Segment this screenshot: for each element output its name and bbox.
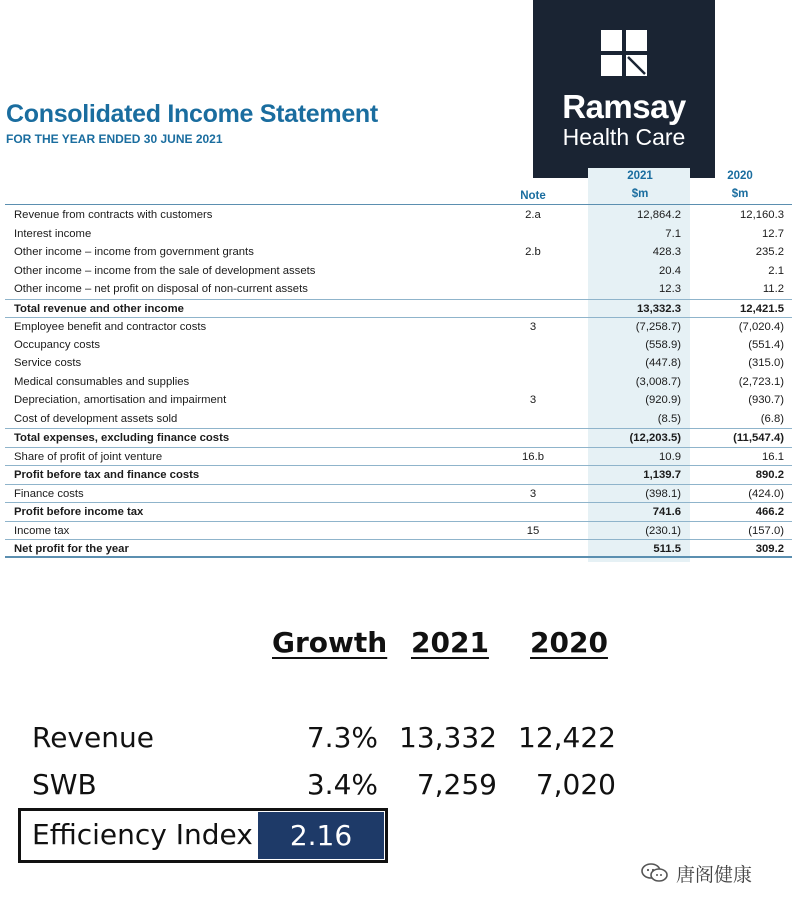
row-note: 2.b — [525, 246, 541, 258]
row-label: Profit before tax and finance costs — [14, 469, 200, 481]
row-label: Share of profit of joint venture — [14, 450, 163, 463]
summary-label-swb: SWB — [32, 768, 97, 801]
header-year-2021: 2021 — [627, 170, 653, 182]
summary-2020-swb: 7,020 — [535, 768, 616, 801]
header-note: Note — [520, 190, 546, 202]
table-row — [5, 336, 792, 355]
table-row — [5, 299, 792, 318]
header-divider — [5, 204, 792, 205]
table-row — [5, 373, 792, 392]
row-value-2020: 2.1 — [768, 264, 784, 277]
summary-growth-swb: 3.4% — [306, 768, 378, 801]
table-row — [5, 428, 792, 447]
table-row — [5, 484, 792, 503]
row-note: 3 — [529, 321, 537, 333]
row-value-2020: (930.7) — [748, 394, 784, 406]
header-unit-2021: $m — [631, 188, 649, 200]
row-label: Net profit for the year — [14, 543, 129, 555]
row-value-2020: 12,421.5 — [740, 302, 784, 315]
row-value-2021: (920.9) — [645, 394, 681, 406]
row-value-2021: 12,864.2 — [637, 209, 681, 221]
row-note: 3 — [529, 394, 537, 406]
row-value-2021: (558.9) — [645, 338, 681, 351]
row-value-2021: 10.9 — [659, 450, 681, 463]
row-value-2021: 13,332.3 — [637, 302, 681, 315]
table-bottom-divider — [5, 556, 792, 558]
statement-subtitle: FOR THE YEAR ENDED 30 JUNE 2021 — [6, 132, 223, 146]
row-label: Cost of development assets sold — [14, 412, 178, 425]
table-row — [5, 243, 792, 262]
row-value-2021: (398.1) — [645, 487, 681, 500]
logo-mark-icon — [601, 30, 647, 76]
row-note: 3 — [529, 487, 537, 500]
logo-subname: Health Care — [562, 124, 686, 150]
efficiency-index-value: 2.16 — [258, 812, 384, 859]
table-row — [5, 262, 792, 281]
watermark-text: 唐阁健康 — [676, 865, 753, 886]
summary-growth-revenue: 7.3% — [306, 721, 378, 754]
row-value-2020: 16.1 — [762, 450, 784, 463]
row-value-2020: (7,020.4) — [738, 321, 784, 333]
row-value-2021: 7.1 — [665, 227, 681, 240]
row-value-2020: 11.2 — [762, 283, 784, 295]
table-row — [5, 354, 792, 373]
row-value-2021: (8.5) — [657, 412, 681, 425]
row-label: Employee benefit and contractor costs — [14, 321, 207, 333]
summary-2020-revenue: 12,422 — [518, 721, 616, 754]
table-row — [5, 317, 792, 336]
table-row — [5, 447, 792, 466]
summary-label-revenue: Revenue — [32, 721, 154, 754]
row-value-2020: (424.0) — [748, 487, 784, 500]
row-value-2021: 1,139.7 — [643, 469, 681, 481]
row-value-2021: 511.5 — [653, 543, 681, 555]
summary-header-2021: 2021 — [411, 626, 489, 659]
row-value-2021: (230.1) — [645, 524, 681, 537]
summary-header-growth: Growth — [272, 626, 388, 659]
logo-name: Ramsay — [562, 88, 686, 125]
row-value-2020: (551.4) — [748, 338, 784, 351]
wechat-icon — [640, 862, 670, 884]
row-label: Other income – income from government grants — [14, 246, 254, 258]
table-row — [5, 206, 792, 225]
statement-title: Consolidated Income Statement — [6, 100, 378, 128]
row-value-2020: (11,547.4) — [733, 432, 784, 444]
table-row — [5, 502, 792, 521]
row-note: 16.b — [522, 450, 544, 463]
row-value-2021: 12.3 — [659, 283, 681, 295]
table-row — [5, 539, 792, 558]
row-value-2020: 12.7 — [762, 227, 784, 240]
row-value-2020: (2,723.1) — [738, 375, 784, 388]
row-label: Total expenses, excluding finance costs — [14, 432, 230, 444]
table-row — [5, 280, 792, 299]
table-row — [5, 391, 792, 410]
table-row — [5, 521, 792, 540]
row-value-2020: (157.0) — [748, 524, 784, 537]
summary-2021-swb: 7,259 — [416, 768, 497, 801]
row-label: Occupancy costs — [14, 338, 101, 351]
ramsay-logo — [533, 0, 715, 178]
row-value-2020: 309.2 — [755, 543, 784, 555]
row-label: Other income – income from the sale of development assets — [14, 264, 316, 277]
row-value-2021: 20.4 — [659, 264, 681, 277]
row-label: Finance costs — [14, 487, 84, 500]
row-value-2020: (6.8) — [760, 412, 784, 425]
table-row — [5, 410, 792, 429]
summary-2021-revenue: 13,332 — [399, 721, 497, 754]
efficiency-index-label: Efficiency Index — [32, 818, 253, 851]
row-label: Income tax — [14, 524, 70, 537]
row-label: Profit before income tax — [14, 506, 144, 518]
row-value-2021: (3,008.7) — [635, 375, 681, 388]
header-unit-2020: $m — [731, 188, 749, 200]
row-value-2021: (447.8) — [645, 357, 681, 369]
row-label: Service costs — [14, 357, 82, 369]
row-value-2020: 12,160.3 — [740, 209, 784, 221]
row-label: Medical consumables and supplies — [14, 375, 190, 388]
row-value-2020: 890.2 — [755, 469, 784, 481]
row-label: Revenue from contracts with customers — [14, 209, 213, 221]
row-value-2021: (7,258.7) — [635, 321, 681, 333]
row-label: Other income – net profit on disposal of non-current assets — [14, 283, 308, 295]
row-value-2020: 235.2 — [755, 246, 784, 258]
table-row — [5, 465, 792, 484]
row-note: 2.a — [525, 209, 541, 221]
header-year-2020: 2020 — [727, 170, 753, 182]
summary-header-2020: 2020 — [530, 626, 608, 659]
table-row — [5, 225, 792, 244]
row-value-2021: (12,203.5) — [629, 432, 681, 444]
row-label: Total revenue and other income — [14, 302, 184, 315]
row-label: Depreciation, amortisation and impairment — [14, 394, 227, 406]
row-note: 15 — [526, 524, 540, 537]
row-value-2020: (315.0) — [748, 357, 784, 369]
row-label: Interest income — [14, 227, 92, 240]
row-value-2021: 428.3 — [652, 246, 681, 258]
row-value-2020: 466.2 — [755, 506, 784, 518]
row-value-2021: 741.6 — [652, 506, 681, 518]
